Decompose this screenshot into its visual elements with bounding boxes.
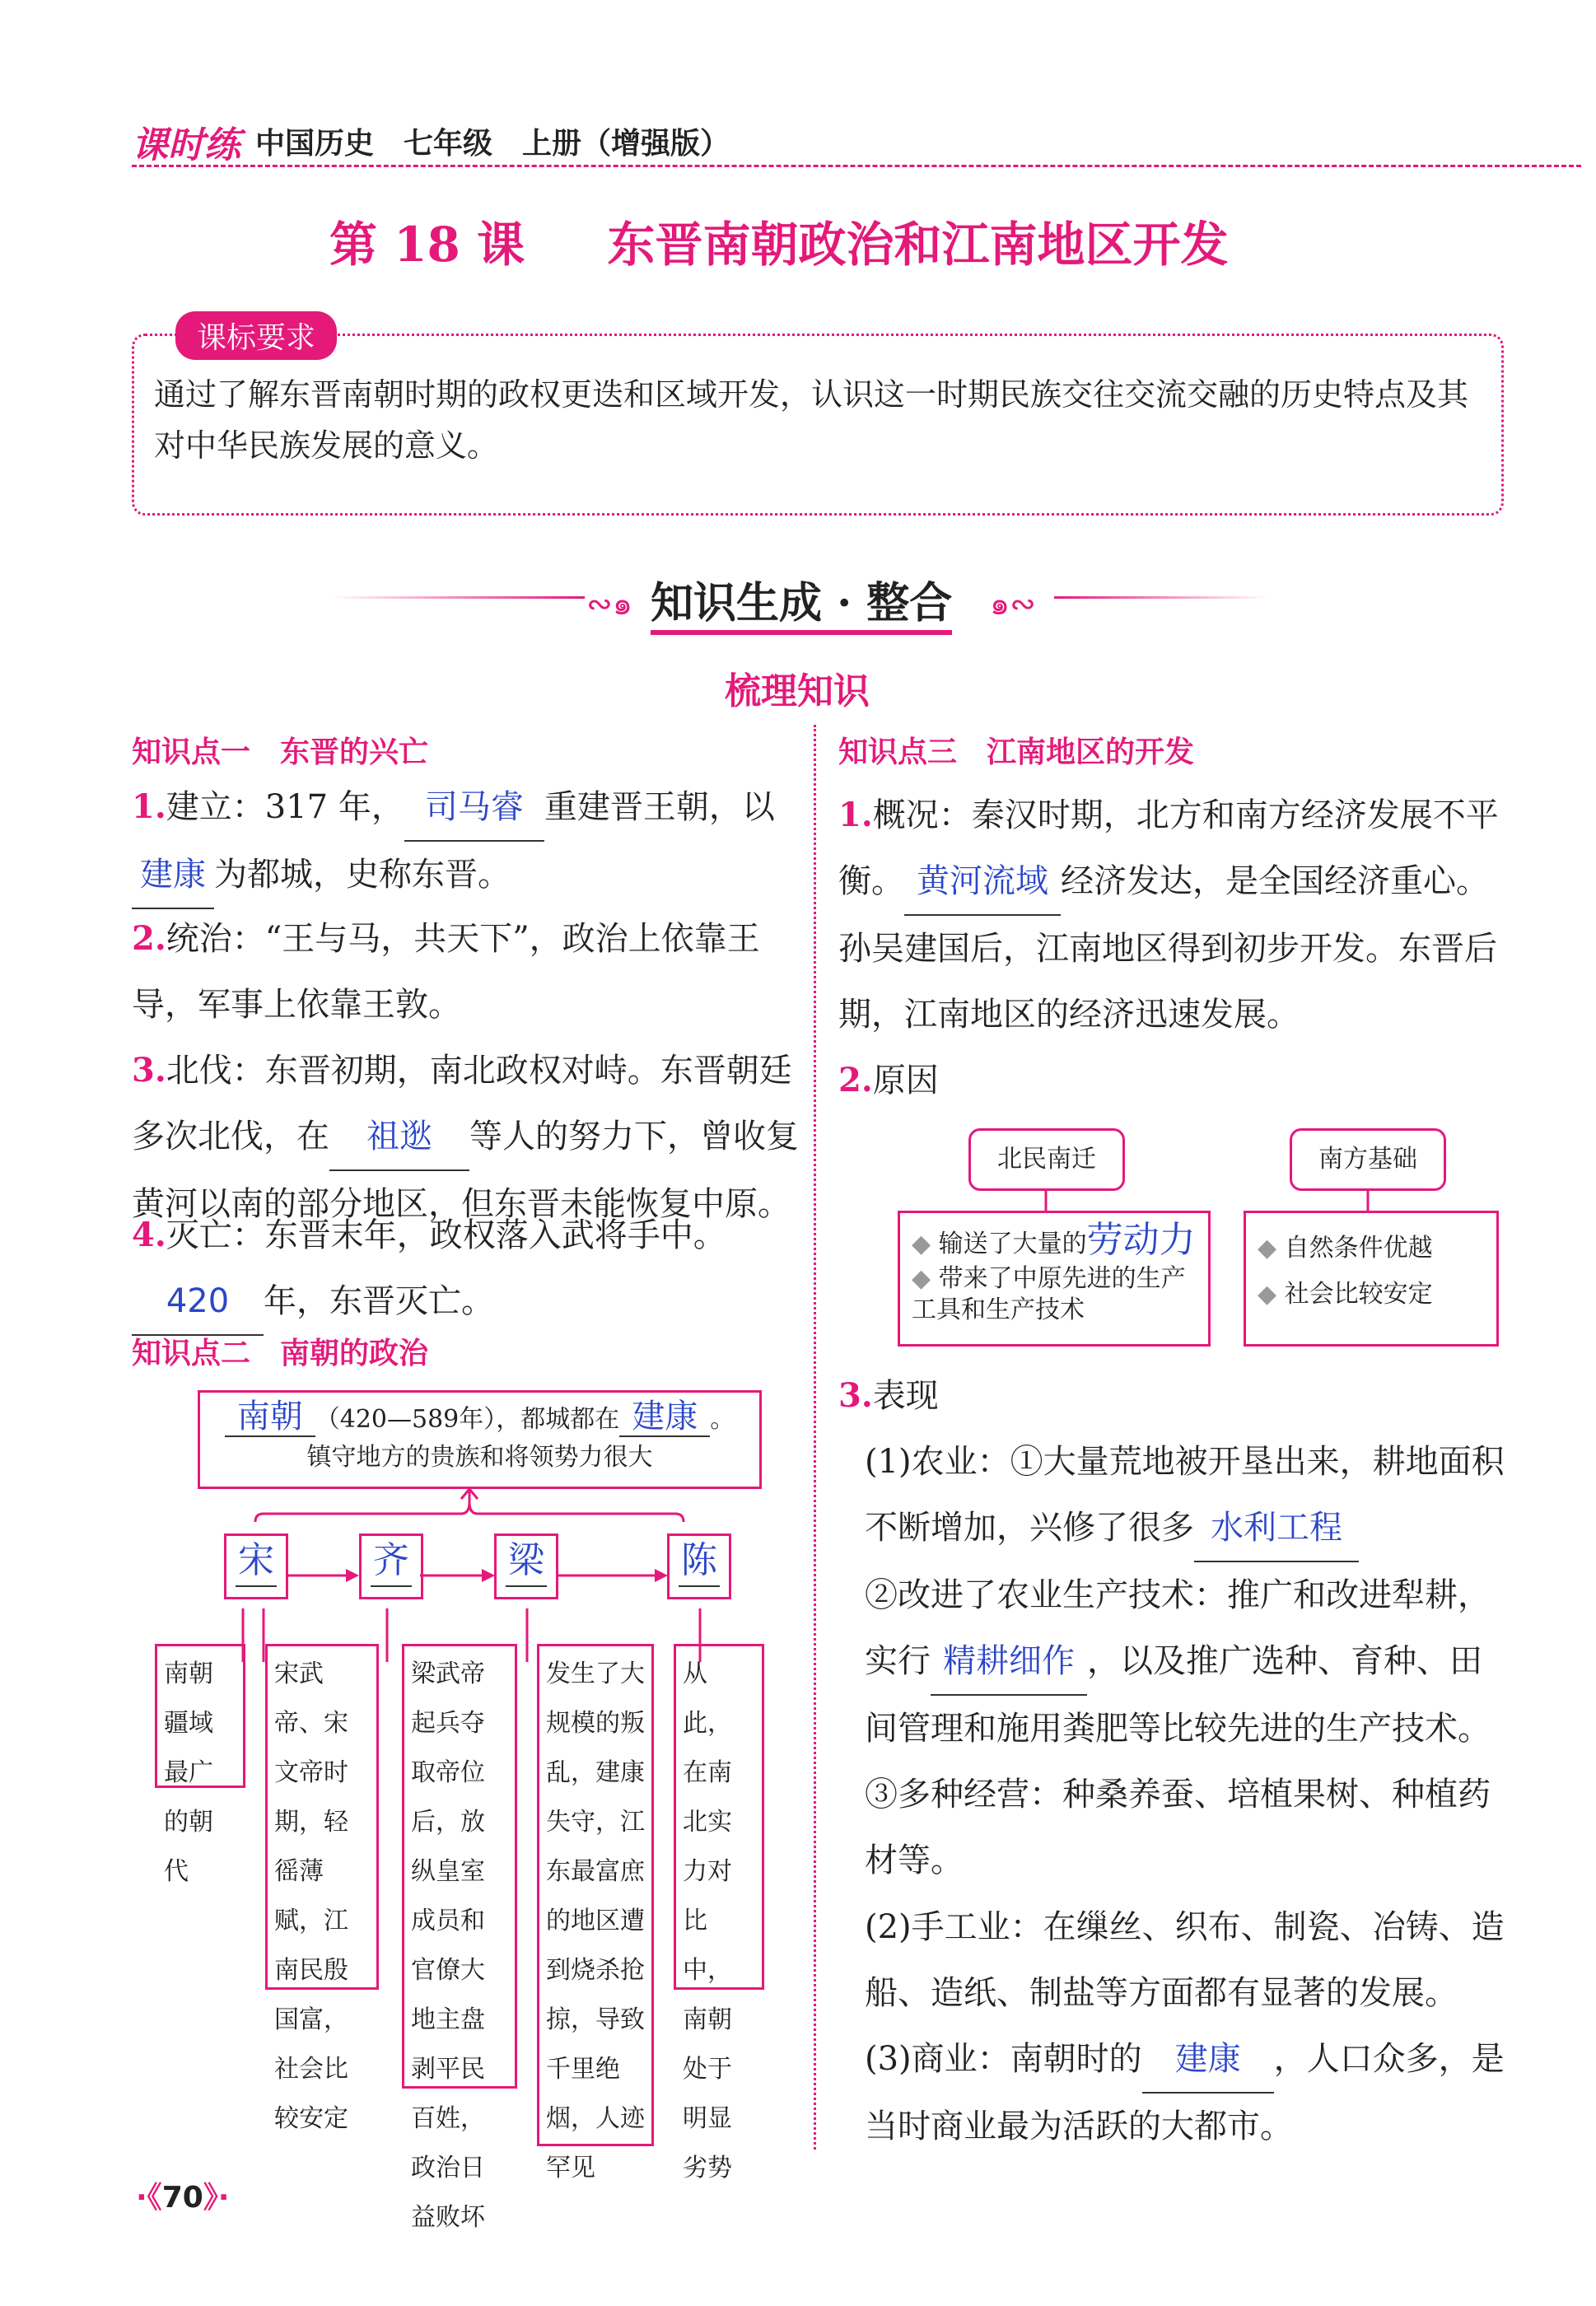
kp3-agriculture	[865, 1429, 1507, 1893]
answer-blank	[225, 1398, 315, 1437]
south-line-2	[1258, 1276, 1485, 1314]
handwritten-answer: 420	[166, 1282, 230, 1320]
item-text: 原因	[872, 1062, 939, 1099]
item-text: 概况：秦汉时期，北方和南方经济发展不平衡。	[838, 796, 1499, 900]
answer-blank	[404, 774, 544, 842]
requirements-box	[132, 321, 1504, 516]
dynasty-song	[224, 1533, 288, 1599]
answer-blank	[904, 848, 1061, 916]
item-text: 统治：“王与马，共天下”，政治上依靠王导，军事上依靠王敦。	[132, 920, 760, 1024]
handwritten-answer: 精耕细作	[943, 1642, 1075, 1680]
dynasty-liang	[494, 1533, 558, 1599]
item-text: 等人的努力下，曾收复黄河以南的部分地区，但东晋未能恢复中原。	[132, 1118, 799, 1223]
kp1-item-4	[132, 1202, 799, 1336]
item-text: 灭亡：东晋末年，政权落入武将手中。	[166, 1216, 726, 1254]
box-text: 。	[710, 1405, 735, 1434]
kp2-top-line1	[200, 1398, 759, 1439]
south-connector	[1360, 1191, 1376, 1212]
kp3-overview	[838, 782, 1505, 1048]
handwritten-answer: 建康	[1174, 2040, 1241, 2078]
page-number	[136, 2174, 229, 2216]
diamond-icon: ◆	[912, 1264, 931, 1293]
handwritten-answer: 黄河流域	[917, 862, 1048, 900]
banner-ornament-left-icon: ∾๑	[586, 586, 632, 622]
item-text: 建立：317 年，	[166, 788, 404, 826]
item-text: 北伐：东晋初期，南北政权对峙。东晋朝廷多次北伐，在	[132, 1052, 792, 1155]
north-connector	[1038, 1191, 1054, 1212]
banner-line-right	[1054, 596, 1268, 599]
item-number: 4.	[132, 1216, 166, 1254]
brand-logo: 课时练	[132, 124, 240, 166]
north-line-2	[912, 1263, 1197, 1326]
tag-text: 南方基础	[1318, 1145, 1417, 1174]
header	[132, 115, 1581, 167]
dynasty-qi	[359, 1533, 423, 1599]
column-divider	[814, 725, 816, 2150]
answer-blank	[1142, 2026, 1274, 2094]
kp1-title: 知识点一 东晋的兴亡	[132, 735, 429, 769]
handwritten-answer: 宋	[236, 1536, 277, 1587]
box-text: （420—589年），都城都在	[315, 1405, 620, 1434]
banner-ornament-right-icon: ๑∾	[990, 586, 1036, 622]
item-text: (3)商业：南朝时的	[865, 2040, 1142, 2078]
answer-blank	[931, 1628, 1087, 1696]
north-tag	[968, 1128, 1125, 1191]
requirements-text: 通过了解东晋南朝时期的政权更迭和区域开发，认识这一时期民族交往交流交融的历史特点及其对中华民族发展的意义。	[154, 376, 1469, 464]
page-ornament-right-icon: 》·	[203, 2181, 230, 2215]
handwritten-answer: 南朝	[236, 1398, 303, 1435]
banner-line-left	[329, 596, 585, 599]
south-tag	[1290, 1128, 1446, 1191]
kp3-commerce	[865, 2026, 1507, 2159]
north-line-1	[912, 1221, 1197, 1263]
answer-blank	[132, 1268, 264, 1336]
lesson-name: 东晋南朝政治和江南地区开发	[607, 217, 1229, 273]
page-number-text: 70	[161, 2181, 203, 2215]
note-song: 宋武帝、宋文帝时期，轻徭薄赋，江南民殷国富，社会比较安定	[265, 1644, 379, 1990]
note-liang-rebellion: 发生了大规模的叛乱，建康失守，江东最富庶的地区遭到烧杀抢掠，导致千里绝烟，人迹罕见	[537, 1644, 654, 2146]
handwritten-answer: 齐	[371, 1536, 412, 1587]
kp2-top-box	[198, 1390, 762, 1489]
item-text: ，以及推广选种、育种、田间管理和施用粪肥等比较先进的生产技术。	[865, 1642, 1491, 1748]
lesson-number: 第 18 课	[329, 217, 525, 273]
north-box	[898, 1211, 1211, 1347]
kp2-title: 知识点二 南朝的政治	[132, 1337, 429, 1370]
page-ornament-left-icon: ·《	[136, 2181, 162, 2215]
lesson-title	[329, 206, 1400, 280]
item-text: 经济发达，是全国经济重心。孙吴建国后，江南地区得到初步开发。东晋后期，江南地区的经济迅速发展。	[838, 862, 1497, 1034]
banner-text: 知识生成 · 整合	[651, 568, 952, 635]
answer-blank	[619, 1398, 710, 1437]
item-text: 年，东晋灭亡。	[264, 1282, 494, 1320]
item-text: 重建晋王朝，以	[544, 788, 775, 826]
item-text: 为都城，史称东晋。	[214, 856, 511, 894]
handwritten-answer: 水利工程	[1211, 1509, 1342, 1547]
book-title: 中国历史 七年级 上册（增强版）	[255, 127, 730, 161]
handwritten-answer: 祖逖	[366, 1118, 432, 1155]
diamond-icon: ◆	[1258, 1280, 1277, 1309]
kp3-handicraft: (2)手工业：在缫丝、织布、制瓷、冶铸、造船、造纸、制盐等方面都有显著的发展。	[865, 1908, 1505, 2012]
handwritten-answer: 梁	[506, 1536, 547, 1587]
answer-blank	[1194, 1495, 1359, 1562]
section-banner	[329, 568, 1268, 626]
item-number: 2.	[132, 919, 166, 958]
item-text: ③多种经营：种桑养蚕、培植果树、种植药材等。	[865, 1776, 1491, 1879]
kp3-reason-heading	[838, 1048, 939, 1113]
kp1-item-1	[132, 774, 799, 909]
handwritten-answer: 建康	[140, 856, 206, 894]
reason-text: 自然条件优越	[1284, 1234, 1433, 1263]
item-text: ②改进了农业生产技术：推广和改进犁耕，实行	[865, 1576, 1491, 1680]
handwritten-answer: 司马睿	[424, 788, 524, 826]
answer-blank	[329, 1104, 469, 1171]
item-text: 表现	[872, 1377, 939, 1415]
note-largest-territory: 南朝疆域最广的朝代	[155, 1644, 245, 1788]
diamond-icon: ◆	[1258, 1234, 1277, 1263]
handwritten-answer: 陈	[679, 1536, 720, 1587]
item-text: ，人口众多，是当时商业最为活跃的大都市。	[865, 2040, 1505, 2145]
item-number: 1.	[838, 796, 873, 834]
section-subtitle: 梳理知识	[725, 670, 870, 712]
dynasty-chen	[667, 1533, 731, 1599]
diamond-icon: ◆	[912, 1230, 931, 1258]
reason-text: 带来了中原先进的生产工具和生产技术	[912, 1264, 1186, 1324]
item-number: 2.	[838, 1061, 873, 1099]
kp2-top-line2: 镇守地方的贵族和将领势力很大	[306, 1443, 653, 1472]
item-number: 3.	[838, 1376, 873, 1415]
south-box	[1244, 1211, 1499, 1347]
kp1-item-2	[132, 906, 799, 1038]
requirements-tag: 课标要求	[175, 311, 337, 360]
item-number: 1.	[132, 787, 166, 826]
kp3-manifest-heading	[838, 1363, 939, 1429]
answer-blank	[132, 842, 214, 909]
reason-text: 社会比较安定	[1284, 1280, 1433, 1309]
note-liang: 梁武帝起兵夺取帝位后，放纵皇室成员和官僚大地主盘剥平民百姓，政治日益败坏	[402, 1644, 517, 2089]
item-number: 3.	[132, 1051, 166, 1090]
handwritten-answer: 劳动力	[1086, 1219, 1196, 1261]
south-line-1	[1258, 1230, 1485, 1267]
tag-text: 北民南迁	[997, 1145, 1096, 1174]
reason-text: 输送了大量的	[938, 1230, 1087, 1258]
note-chen: 从此，在南北实力对比中，南朝处于明显劣势	[674, 1644, 764, 1990]
item-text: (1)农业：①大量荒地被开垦出来，耕地面积不断增加，兴修了很多	[865, 1443, 1505, 1547]
kp3-title: 知识点三 江南地区的开发	[838, 735, 1195, 769]
handwritten-answer: 建康	[632, 1398, 698, 1435]
